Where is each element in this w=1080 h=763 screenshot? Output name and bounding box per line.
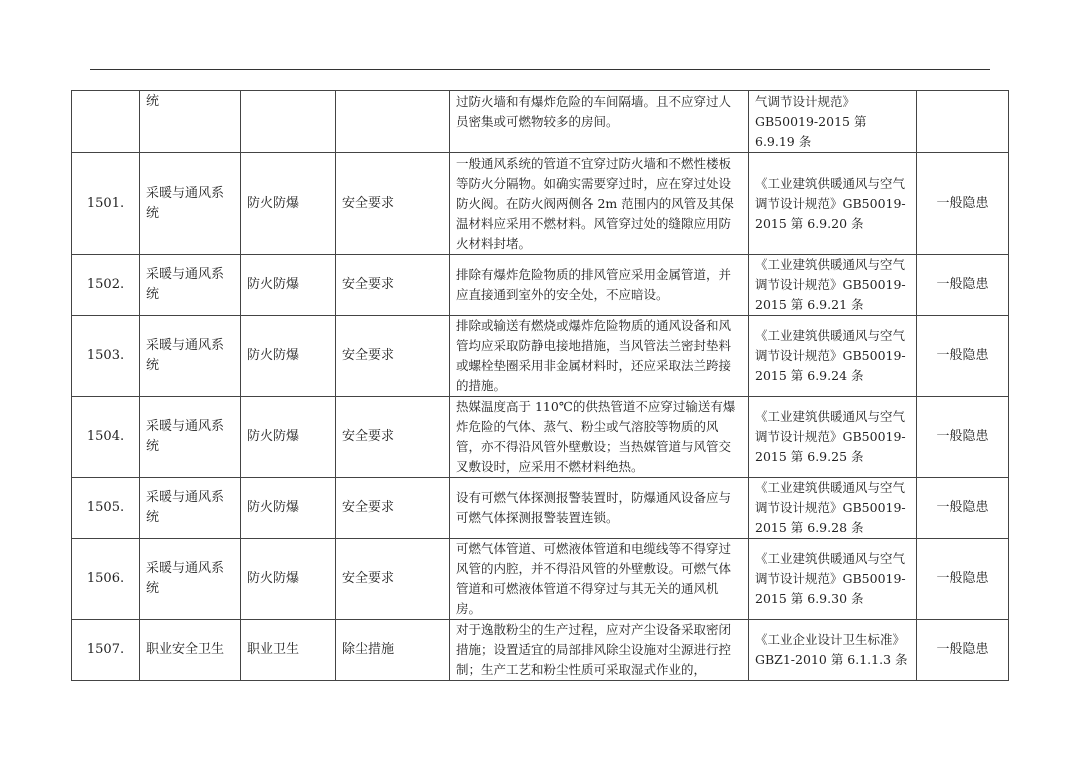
row-id: 1505. [72, 478, 140, 539]
row-check-item [336, 91, 450, 153]
row-category: 采暖与通风系统 [140, 478, 241, 539]
row-id: 1506. [72, 539, 140, 620]
row-requirement: 设有可燃气体探测报警装置时，防爆通风设备应与可燃气体探测报警装置连锁。 [450, 478, 749, 539]
table-row [72, 397, 1009, 478]
row-check-item: 安全要求 [336, 153, 450, 255]
row-category: 采暖与通风系统 [140, 255, 241, 316]
row-category: 统 [140, 91, 241, 153]
table-row [72, 255, 1009, 316]
row-category: 职业安全卫生 [140, 620, 241, 681]
row-hazard-type: 防火防爆 [241, 255, 336, 316]
row-hazard-type: 职业卫生 [241, 620, 336, 681]
row-level: 一般隐患 [917, 255, 1009, 316]
row-category: 采暖与通风系统 [140, 539, 241, 620]
row-category: 采暖与通风系统 [140, 397, 241, 478]
row-requirement: 排除或输送有燃烧或爆炸危险物质的通风设备和风管均应采取防静电接地措施，当风管法兰密封垫料或螺栓垫圈采用非金属材料时，还应采取法兰跨接的措施。 [450, 316, 749, 397]
row-basis: 《工业建筑供暖通风与空气调节设计规范》GB50019-2015 第 6.9.24 条 [749, 316, 917, 397]
row-check-item: 安全要求 [336, 397, 450, 478]
row-hazard-type: 防火防爆 [241, 316, 336, 397]
row-basis: 《工业建筑供暖通风与空气调节设计规范》GB50019-2015 第 6.9.28 条 [749, 478, 917, 539]
row-basis: 气调节设计规范》GB50019-2015 第 6.9.19 条 [749, 91, 917, 153]
row-id: 1501. [72, 153, 140, 255]
row-requirement: 一般通风系统的管道不宜穿过防火墙和不燃性楼板等防火分隔物。如确实需要穿过时，应在穿过处设防火阀。在防火阀两侧各 2m 范围内的风管及其保温材料应采用不燃材料。风管穿过处的缝隙应用防火材料封堵。 [450, 153, 749, 255]
row-id: 1503. [72, 316, 140, 397]
row-id: 1504. [72, 397, 140, 478]
row-check-item: 除尘措施 [336, 620, 450, 681]
row-id: 1502. [72, 255, 140, 316]
row-requirement: 过防火墙和有爆炸危险的车间隔墙。且不应穿过人员密集或可燃物较多的房间。 [450, 91, 749, 153]
row-category: 采暖与通风系统 [140, 316, 241, 397]
row-level: 一般隐患 [917, 620, 1009, 681]
row-level: 一般隐患 [917, 153, 1009, 255]
row-basis: 《工业企业设计卫生标准》GBZ1-2010 第 6.1.1.3 条 [749, 620, 917, 681]
row-requirement: 对于逸散粉尘的生产过程，应对产尘设备采取密闭措施；设置适宜的局部排风除尘设施对尘源进行控制；生产工艺和粉尘性质可采取湿式作业的， [450, 620, 749, 681]
row-id: 1507. [72, 620, 140, 681]
row-check-item: 安全要求 [336, 255, 450, 316]
hazard-checklist-table [71, 90, 1009, 681]
row-hazard-type [241, 91, 336, 153]
row-level: 一般隐患 [917, 397, 1009, 478]
row-requirement: 排除有爆炸危险物质的排风管应采用金属管道，并应直接通到室外的安全处，不应暗设。 [450, 255, 749, 316]
row-requirement: 热媒温度高于 110℃的供热管道不应穿过输送有爆炸危险的气体、蒸气、粉尘或气溶胶等物质的风管，亦不得沿风管外壁敷设；当热媒管道与风管交叉敷设时，应采用不燃材料绝热。 [450, 397, 749, 478]
row-requirement: 可燃气体管道、可燃液体管道和电缆线等不得穿过风管的内腔，并不得沿风管的外壁敷设。可燃气体管道和可燃液体管道不得穿过与其无关的通风机房。 [450, 539, 749, 620]
row-hazard-type: 防火防爆 [241, 478, 336, 539]
table-row [72, 316, 1009, 397]
row-check-item: 安全要求 [336, 316, 450, 397]
table-row [72, 91, 1009, 153]
row-level: 一般隐患 [917, 316, 1009, 397]
table-row [72, 478, 1009, 539]
row-level [917, 91, 1009, 153]
row-basis: 《工业建筑供暖通风与空气调节设计规范》GB50019-2015 第 6.9.25 条 [749, 397, 917, 478]
table-row [72, 153, 1009, 255]
row-check-item: 安全要求 [336, 478, 450, 539]
row-basis: 《工业建筑供暖通风与空气调节设计规范》GB50019-2015 第 6.9.21 条 [749, 255, 917, 316]
table-row [72, 620, 1009, 681]
row-basis: 《工业建筑供暖通风与空气调节设计规范》GB50019-2015 第 6.9.20 条 [749, 153, 917, 255]
page-header-rule [90, 69, 990, 70]
row-category: 采暖与通风系统 [140, 153, 241, 255]
row-id [72, 91, 140, 153]
row-basis: 《工业建筑供暖通风与空气调节设计规范》GB50019-2015 第 6.9.30 条 [749, 539, 917, 620]
row-check-item: 安全要求 [336, 539, 450, 620]
row-hazard-type: 防火防爆 [241, 539, 336, 620]
row-level: 一般隐患 [917, 478, 1009, 539]
row-hazard-type: 防火防爆 [241, 397, 336, 478]
row-level: 一般隐患 [917, 539, 1009, 620]
table-row [72, 539, 1009, 620]
row-hazard-type: 防火防爆 [241, 153, 336, 255]
